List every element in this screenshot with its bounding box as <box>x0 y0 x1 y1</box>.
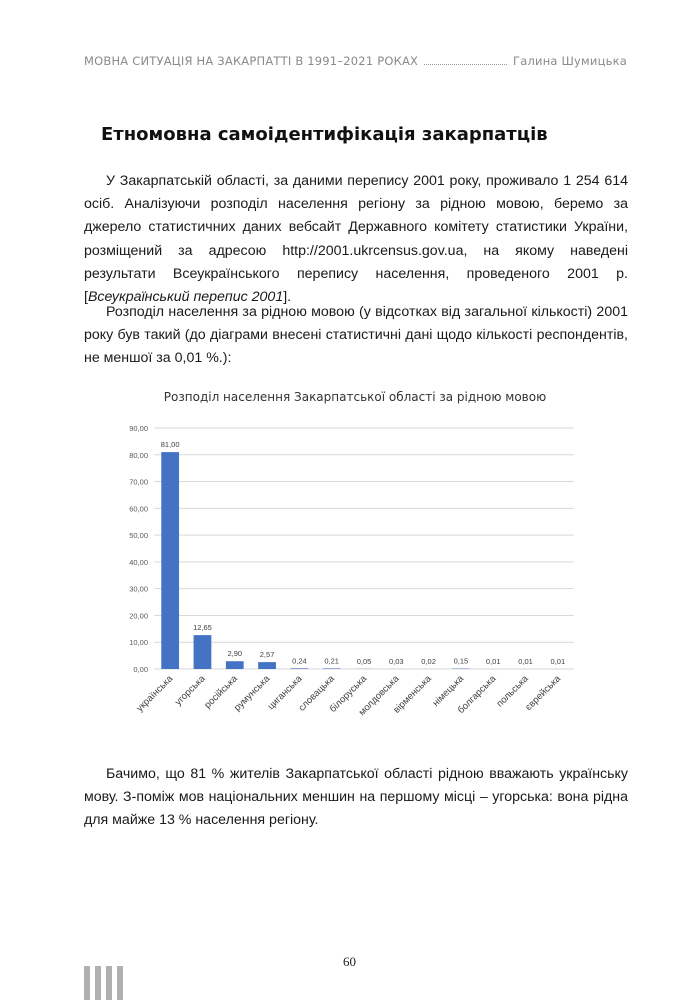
bar <box>258 662 276 669</box>
data-label: 0,03 <box>389 656 404 666</box>
category-label: молдовська <box>356 673 402 719</box>
category-label: білоруська <box>327 673 370 715</box>
data-label: 2,57 <box>259 650 275 660</box>
data-label: 0,24 <box>292 656 307 666</box>
data-label: 0,01 <box>518 656 533 666</box>
data-label: 12,65 <box>193 623 212 633</box>
y-tick-label: 20,00 <box>129 611 148 621</box>
bar <box>194 635 212 669</box>
decorative-bar <box>84 966 90 1000</box>
bar <box>291 668 309 669</box>
paragraph-text: Розподіл населення за рідною мовою (у відсотках від загальної кількості) 2001 року був такий (до діаграми внесені статистичні дані щодо кількості респондентів, не меншої за 0,01 %.): <box>84 304 628 367</box>
header-author: Галина Шумицька <box>513 54 627 68</box>
y-tick-label: 30,00 <box>129 584 148 594</box>
page-number: 60 <box>343 954 356 969</box>
decorative-bar <box>106 966 112 1000</box>
category-label: словацька <box>296 673 337 714</box>
paragraph-distribution <box>84 301 628 371</box>
y-tick-label: 70,00 <box>129 477 148 487</box>
data-label: 81,00 <box>160 440 180 450</box>
data-label: 2,90 <box>227 649 243 659</box>
data-label: 0,01 <box>485 656 501 666</box>
data-label: 0,05 <box>356 656 372 666</box>
category-label: українська <box>134 673 176 715</box>
paragraph-census-intro <box>84 170 628 309</box>
category-label: румунська <box>232 673 273 714</box>
category-label: німецька <box>430 673 467 709</box>
chart-title: Розподіл населення Закарпатської області за рідною мовою <box>163 390 547 404</box>
decorative-bars <box>84 966 124 1000</box>
bar <box>323 668 341 669</box>
y-tick-label: 40,00 <box>129 557 148 567</box>
header-dotted-leader <box>424 63 507 65</box>
y-tick-label: 10,00 <box>129 638 148 648</box>
running-header <box>84 46 627 68</box>
y-tick-label: 0,00 <box>133 665 148 674</box>
paragraph-end: ]. <box>283 289 292 306</box>
language-distribution-chart <box>90 388 620 738</box>
bar-chart-svg <box>90 388 620 738</box>
category-label: циганська <box>265 673 305 713</box>
paragraph-text: У Закарпатській області, за даними перепису 2001 року, проживало 1 254 614 осіб. Аналізуючи розподіл населення регіону за рідною мовою, беремо за джерело статистичних даних вебсайт Державного комітету статистики України, розміщений за адресою http://2001.ukrcensus.gov.ua, на якому наведені результати Всеукраїнського перепису населення, проведеного 2001 р. [ <box>84 173 628 306</box>
y-tick-label: 80,00 <box>129 450 148 460</box>
data-label: 0,01 <box>550 656 566 666</box>
y-tick-label: 90,00 <box>129 424 148 433</box>
paragraph-text: Бачимо, що 81 % жителів Закарпатської області рідною вважають українську мову. З-поміж мов національних меншин на першому місці – угорська: вона рідна для майже 13 % населення регіону. <box>84 766 628 829</box>
category-label: польська <box>494 673 531 710</box>
decorative-bar <box>95 966 101 1000</box>
category-label: угорська <box>172 673 208 708</box>
bar <box>161 452 179 669</box>
section-title: Етномовна самоідентифікація закарпатців <box>101 124 548 145</box>
category-label: болгарська <box>455 673 499 716</box>
data-label: 0,02 <box>421 656 436 666</box>
paragraph-conclusion <box>84 763 628 833</box>
header-book-title: МОВНА СИТУАЦІЯ НА ЗАКАРПАТТІ В 1991–2021 РОКАХ <box>84 54 419 68</box>
category-label: єврейська <box>523 673 563 714</box>
category-label: російська <box>202 673 240 711</box>
citation: Всеукраїнський перепис 2001 <box>87 289 284 306</box>
decorative-bar <box>117 966 123 1000</box>
y-tick-label: 50,00 <box>129 531 148 541</box>
y-tick-label: 60,00 <box>129 504 148 514</box>
bar <box>226 661 244 669</box>
data-label: 0,21 <box>324 656 339 666</box>
data-label: 0,15 <box>453 656 469 666</box>
category-label: вірменська <box>391 673 434 716</box>
